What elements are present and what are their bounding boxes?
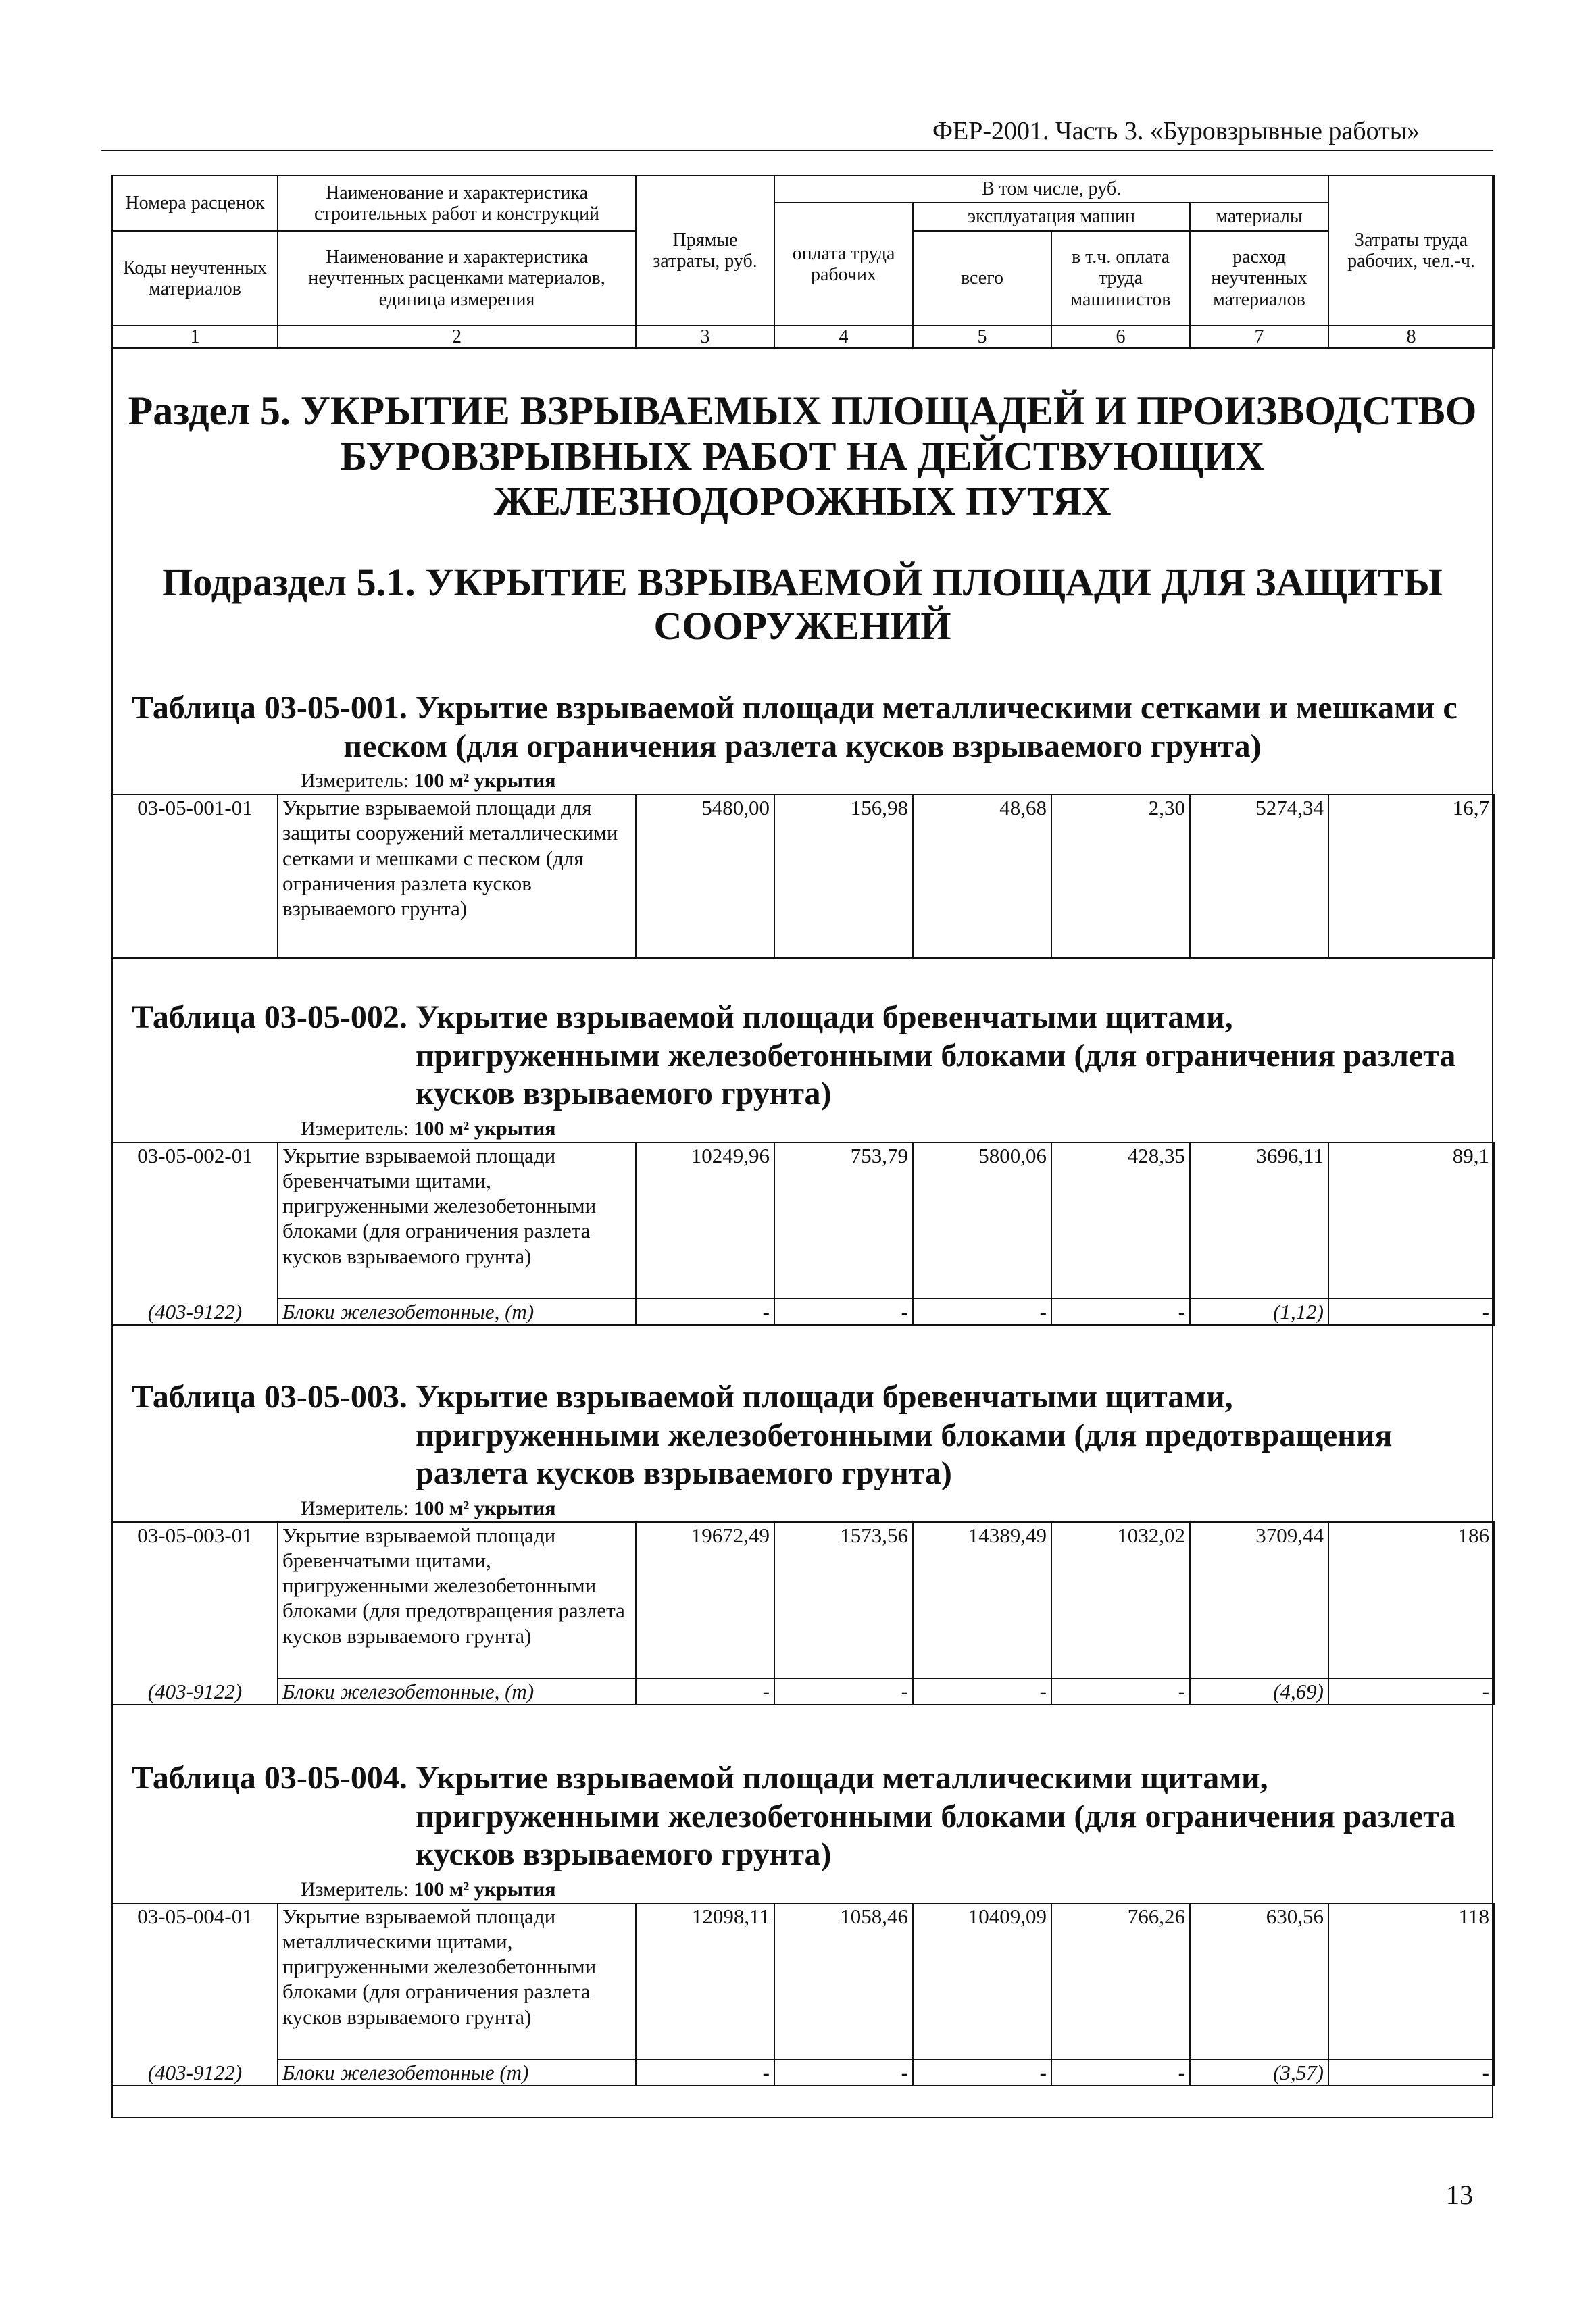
material-row [112,2059,1494,2086]
column-number: 7 [1190,326,1328,348]
table-title-rest: песком (для ограничения разлета кусков взрываемого грунта) [343,728,1262,764]
material-code: (403-9122) [112,1299,278,1325]
material-quantity: (3,57) [1190,2059,1328,2086]
rate-code: 03-05-001-01 [112,795,278,958]
material-code: (403-9122) [112,1678,278,1705]
header-col7: расход неучтенных материалов [1190,231,1328,326]
section-title: Раздел 5. УКРЫТИЕ ВЗРЫВАЕМЫХ ПЛОЩАДЕЙ И ПРОИЗВОДСТВО БУРОВЗРЫВНЫХ РАБОТ НА ДЕЙСТВУЮЩИХ ЖЕЛЕЗНОДОРОЖНЫХ ПУТЯХ [128,388,1477,524]
material-code: (403-9122) [112,2059,278,2086]
column-number: 4 [774,326,913,348]
table-block-002 [111,999,1493,1326]
machines-total: 5800,06 [913,1142,1051,1299]
rates-table [111,1521,1495,1705]
labor-hours: 186 [1328,1522,1494,1678]
meter-line [301,1117,1493,1142]
column-number: 5 [913,326,1051,348]
direct-costs: 19672,49 [636,1522,774,1678]
header-machines: эксплуатация машин [913,203,1190,231]
materials-cost: 3709,44 [1190,1522,1328,1678]
operators-wages: 766,26 [1051,1903,1190,2059]
meter-prefix: Измеритель: [301,1117,409,1140]
dash: - [774,2059,913,2086]
table-title-line1: Таблица 03-05-001. Укрытие взрываемой площади металлическими сетками и мешками с [132,690,1457,726]
materials-cost: 5274,34 [1190,795,1328,958]
meter-line [301,770,1493,794]
work-name: Укрытие взрываемой площади бревенчатыми щитами, пригруженными железобетонными блоками (для предотвращения разлета кусков взрываемого грунта) [278,1522,636,1678]
dash: - [1328,2059,1494,2086]
labor-wages: 156,98 [774,795,913,958]
column-number: 3 [636,326,774,348]
material-row [112,1299,1494,1325]
dash: - [913,2059,1051,2086]
meter-unit: 100 м² укрытия [414,1117,556,1140]
dash: - [1328,1678,1494,1705]
dash: - [1051,1678,1190,1705]
rate-code: 03-05-004-01 [112,1903,278,2059]
meter-line [301,1878,1493,1903]
work-name: Укрытие взрываемой площади бревенчатыми щитами, пригруженными железобетонными блоками (для ограничения разлета кусков взрываемого грунта) [278,1142,636,1299]
material-name: Блоки железобетонные, (т) [278,1299,636,1325]
dash: - [913,1299,1051,1325]
dash: - [636,1299,774,1325]
labor-wages: 1058,46 [774,1903,913,2059]
materials-cost: 3696,11 [1190,1142,1328,1299]
meter-prefix: Измеритель: [301,1878,409,1901]
rate-code: 03-05-002-01 [112,1142,278,1299]
labor-wages: 753,79 [774,1142,913,1299]
material-quantity: (1,12) [1190,1299,1328,1325]
header-col1-top: Номера расценок [112,176,278,231]
machines-total: 14389,49 [913,1522,1051,1678]
direct-costs: 10249,96 [636,1142,774,1299]
column-number: 2 [278,326,636,348]
column-header-table [111,175,1495,349]
table-title-rest: пригруженными железобетонными блоками (для ограничения разлета кусков взрываемого грунта) [416,1798,1456,1873]
column-number: 8 [1328,326,1494,348]
meter-unit: 100 м² укрытия [414,1878,556,1901]
header-rule [101,150,1493,151]
header-group: В том числе, руб. [774,176,1328,203]
dash: - [1051,1299,1190,1325]
materials-cost: 630,56 [1190,1903,1328,2059]
direct-costs: 5480,00 [636,795,774,958]
running-head: ФЕР-2001. Часть 3. «Буровзрывные работы» [932,117,1420,145]
operators-wages: 1032,02 [1051,1522,1190,1678]
table-block-003 [111,1378,1493,1705]
work-name: Укрытие взрываемой площади для защиты сооружений металлическими сетками и мешками с песком (для ограничения разлета кусков взрываемого грунта) [278,795,636,958]
labor-hours: 16,7 [1328,795,1494,958]
dash: - [1328,1299,1494,1325]
dash: - [636,1678,774,1705]
page-number: 13 [1446,2180,1473,2210]
machines-total: 48,68 [913,795,1051,958]
labor-hours: 89,1 [1328,1142,1494,1299]
table-block-004 [111,1759,1493,2086]
table-row [112,1522,1494,1678]
header-col5: всего [913,231,1051,326]
table-title-line1: Таблица 03-05-002. Укрытие взрываемой площади бревенчатыми щитами, [132,999,1233,1035]
table-title-rest: пригруженными железобетонными блоками (для ограничения разлета кусков взрываемого грунта) [416,1037,1456,1112]
operators-wages: 2,30 [1051,795,1190,958]
rates-table [111,794,1495,959]
meter-prefix: Измеритель: [301,770,409,793]
table-block-001 [111,689,1493,959]
subsection-title: Подраздел 5.1. УКРЫТИЕ ВЗРЫВАЕМОЙ ПЛОЩАДИ ДЛЯ ЗАЩИТЫ СООРУЖЕНИЙ [162,560,1443,648]
table-title-line1: Таблица 03-05-003. Укрытие взрываемой площади бревенчатыми щитами, [132,1379,1233,1415]
table-title [111,1759,1493,1874]
labor-wages: 1573,56 [774,1522,913,1678]
header-materials: материалы [1190,203,1328,231]
material-name: Блоки железобетонные (т) [278,2059,636,2086]
dash: - [774,1299,913,1325]
table-title [111,999,1493,1113]
column-number: 1 [112,326,278,348]
meter-prefix: Измеритель: [301,1496,409,1519]
dash: - [913,1678,1051,1705]
rate-code: 03-05-003-01 [112,1522,278,1678]
labor-hours: 118 [1328,1903,1494,2059]
column-number: 6 [1051,326,1190,348]
machines-total: 10409,09 [913,1903,1051,2059]
table-row [112,1142,1494,1299]
dash: - [1051,2059,1190,2086]
table-title [111,689,1493,765]
header-col1-bottom: Коды неучтенных материалов [112,231,278,326]
rates-table [111,1903,1495,2086]
meter-line [301,1497,1493,1521]
table-title [111,1378,1493,1493]
meter-unit: 100 м² укрытия [414,1496,556,1519]
material-row [112,1678,1494,1705]
header-col3: Прямые затраты, руб. [636,176,774,326]
table-row [112,1903,1494,2059]
header-col6: в т.ч. оплата труда машинистов [1051,231,1190,326]
table-row [112,795,1494,958]
header-col2-bottom: Наименование и характеристика неучтенных расценками материалов, единица измерения [278,231,636,326]
meter-unit: 100 м² укрытия [414,770,556,793]
header-col4: оплата труда рабочих [774,203,913,326]
direct-costs: 12098,11 [636,1903,774,2059]
material-name: Блоки железобетонные, (т) [278,1678,636,1705]
header-col2-top: Наименование и характеристика строительных работ и конструкций [278,176,636,231]
dash: - [636,2059,774,2086]
header-col8: Затраты труда рабочих, чел.-ч. [1328,176,1494,326]
rates-table [111,1142,1495,1326]
work-name: Укрытие взрываемой площади металлическими щитами, пригруженными железобетонными блоками (для ограничения разлета кусков взрываемого грунта) [278,1903,636,2059]
operators-wages: 428,35 [1051,1142,1190,1299]
table-title-line1: Таблица 03-05-004. Укрытие взрываемой площади металлическими щитами, [132,1760,1268,1796]
material-quantity: (4,69) [1190,1678,1328,1705]
dash: - [774,1678,913,1705]
table-title-rest: пригруженными железобетонными блоками (для предотвращения разлета кусков взрываемого грунта) [416,1417,1393,1492]
